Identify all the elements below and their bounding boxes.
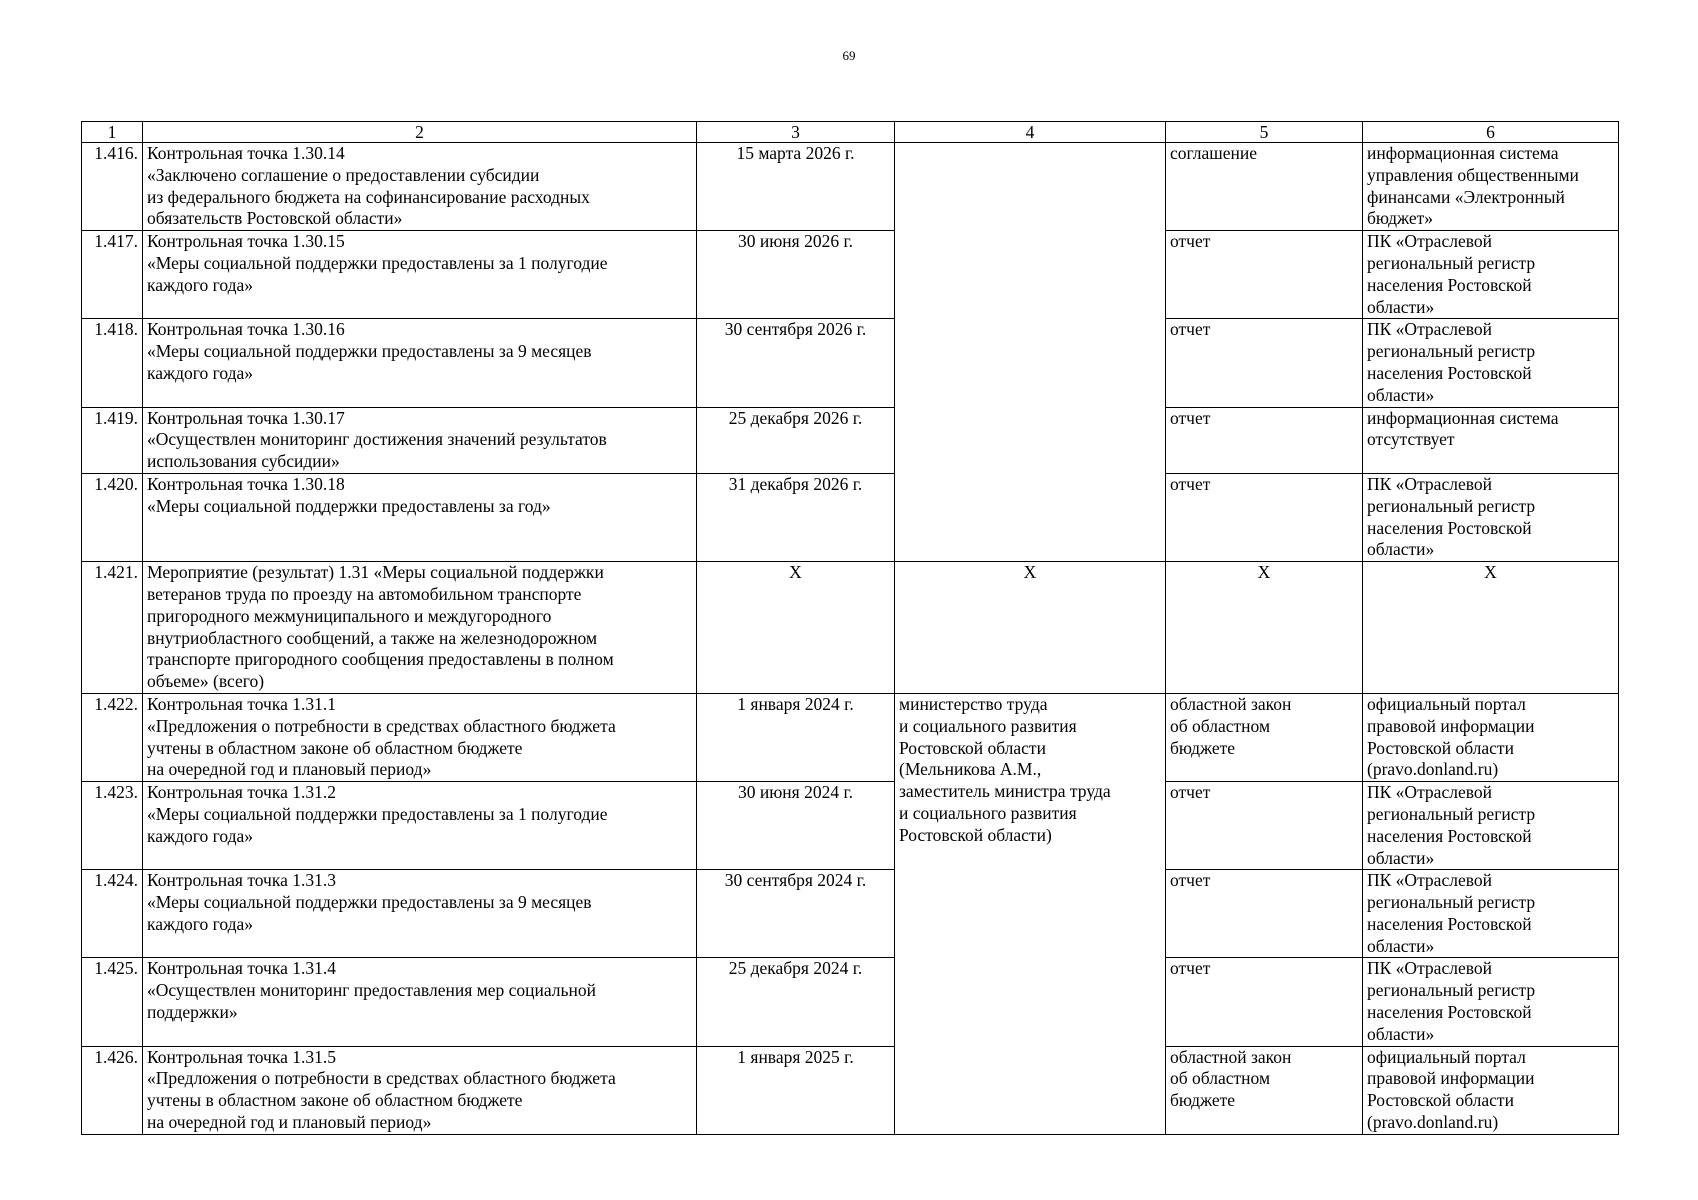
row-number: 1.418. xyxy=(82,319,143,407)
table-row xyxy=(82,958,1619,1046)
table-row xyxy=(82,407,1619,473)
row-information-system: официальный портал правовой информации Ростовской области (pravo.donland.ru) xyxy=(1363,693,1619,781)
row-name: Контрольная точка 1.30.15 «Меры социальной поддержки предоставлены за 1 полугодие каждого года» xyxy=(143,231,697,319)
row-document: соглашение xyxy=(1166,143,1363,231)
column-header-2: 2 xyxy=(143,122,697,143)
row-information-system: ПК «Отраслевой региональный регистр населения Ростовской области» xyxy=(1363,782,1619,870)
row-number: 1.420. xyxy=(82,473,143,561)
row-name: Контрольная точка 1.31.1 «Предложения о потребности в средствах областного бюджета учтены в областном законе об областном бюджете на очередной год и плановый период» xyxy=(143,693,697,781)
row-information-system: официальный портал правовой информации Ростовской области (pravo.donland.ru) xyxy=(1363,1046,1619,1134)
table-row xyxy=(82,693,1619,781)
row-information-system: ПК «Отраслевой региональный регистр населения Ростовской области» xyxy=(1363,870,1619,958)
row-name: Контрольная точка 1.31.4 «Осуществлен мониторинг предоставления мер социальной поддержки» xyxy=(143,958,697,1046)
row-name: Мероприятие (результат) 1.31 «Меры социальной поддержки ветеранов труда по проезду на автомобильном транспорте пригородного межмуниципального и междугородного внутриобластного сообщений, а также на железнодорожном транспорте пригородного сообщения предоставлены в полном объеме» (всего) xyxy=(143,562,697,694)
row-number: 1.416. xyxy=(82,143,143,231)
row-document: областной закон об областном бюджете xyxy=(1166,1046,1363,1134)
row-document: отчет xyxy=(1166,407,1363,473)
responsible-merged-cell xyxy=(895,143,1166,562)
row-information-system: ПК «Отраслевой региональный регистр населения Ростовской области» xyxy=(1363,958,1619,1046)
row-date: 25 декабря 2024 г. xyxy=(697,958,895,1046)
header-row xyxy=(82,122,1619,143)
row-information-system: информационная система управления общественными финансами «Электронный бюджет» xyxy=(1363,143,1619,231)
row-date: X xyxy=(697,562,895,694)
table-row xyxy=(82,143,1619,231)
row-name: Контрольная точка 1.31.5 «Предложения о потребности в средствах областного бюджета учтены в областном законе об областном бюджете на очередной год и плановый период» xyxy=(143,1046,697,1134)
row-name: Контрольная точка 1.31.3 «Меры социальной поддержки предоставлены за 9 месяцев каждого года» xyxy=(143,870,697,958)
table-row xyxy=(82,782,1619,870)
row-number: 1.417. xyxy=(82,231,143,319)
row-document: отчет xyxy=(1166,319,1363,407)
table-row xyxy=(82,870,1619,958)
row-name: Контрольная точка 1.30.14 «Заключено соглашение о предоставлении субсидии из федерального бюджета на софинансирование расходных обязательств Ростовской области» xyxy=(143,143,697,231)
row-number: 1.425. xyxy=(82,958,143,1046)
row-information-system: ПК «Отраслевой региональный регистр населения Ростовской области» xyxy=(1363,231,1619,319)
row-information-system: X xyxy=(1363,562,1619,694)
table-row xyxy=(82,231,1619,319)
row-document: отчет xyxy=(1166,231,1363,319)
row-date: 15 марта 2026 г. xyxy=(697,143,895,231)
row-document: областной закон об областном бюджете xyxy=(1166,693,1363,781)
row-number: 1.424. xyxy=(82,870,143,958)
row-responsible: X xyxy=(895,562,1166,694)
row-document: отчет xyxy=(1166,958,1363,1046)
row-information-system: информационная система отсутствует xyxy=(1363,407,1619,473)
table-row xyxy=(82,562,1619,694)
responsible-merged-cell: министерство труда и социального развития Ростовской области (Мельникова А.М., заместитель министра труда и социального развития Ростовской области) xyxy=(895,693,1166,1134)
row-information-system: ПК «Отраслевой региональный регистр населения Ростовской области» xyxy=(1363,319,1619,407)
table-row xyxy=(82,319,1619,407)
table-row xyxy=(82,1046,1619,1134)
row-information-system: ПК «Отраслевой региональный регистр населения Ростовской области» xyxy=(1363,473,1619,561)
page-number: 69 xyxy=(842,48,856,63)
row-document: X xyxy=(1166,562,1363,694)
row-date: 30 сентября 2026 г. xyxy=(697,319,895,407)
row-document: отчет xyxy=(1166,473,1363,561)
row-date: 30 сентября 2024 г. xyxy=(697,870,895,958)
row-date: 30 июня 2026 г. xyxy=(697,231,895,319)
row-number: 1.421. xyxy=(82,562,143,694)
row-date: 1 января 2025 г. xyxy=(697,1046,895,1134)
control-points-table xyxy=(81,121,1619,1135)
column-header-1: 1 xyxy=(82,122,143,143)
row-number: 1.419. xyxy=(82,407,143,473)
row-number: 1.422. xyxy=(82,693,143,781)
row-document: отчет xyxy=(1166,870,1363,958)
row-number: 1.426. xyxy=(82,1046,143,1134)
column-header-5: 5 xyxy=(1166,122,1363,143)
row-number: 1.423. xyxy=(82,782,143,870)
column-header-4: 4 xyxy=(895,122,1166,143)
table-row xyxy=(82,473,1619,561)
row-date: 1 января 2024 г. xyxy=(697,693,895,781)
row-name: Контрольная точка 1.30.16 «Меры социальной поддержки предоставлены за 9 месяцев каждого года» xyxy=(143,319,697,407)
column-header-6: 6 xyxy=(1363,122,1619,143)
row-document: отчет xyxy=(1166,782,1363,870)
row-date: 30 июня 2024 г. xyxy=(697,782,895,870)
row-name: Контрольная точка 1.30.18 «Меры социальной поддержки предоставлены за год» xyxy=(143,473,697,561)
row-date: 25 декабря 2026 г. xyxy=(697,407,895,473)
row-name: Контрольная точка 1.30.17 «Осуществлен мониторинг достижения значений результатов использования субсидии» xyxy=(143,407,697,473)
row-date: 31 декабря 2026 г. xyxy=(697,473,895,561)
column-header-3: 3 xyxy=(697,122,895,143)
row-name: Контрольная точка 1.31.2 «Меры социальной поддержки предоставлены за 1 полугодие каждого года» xyxy=(143,782,697,870)
